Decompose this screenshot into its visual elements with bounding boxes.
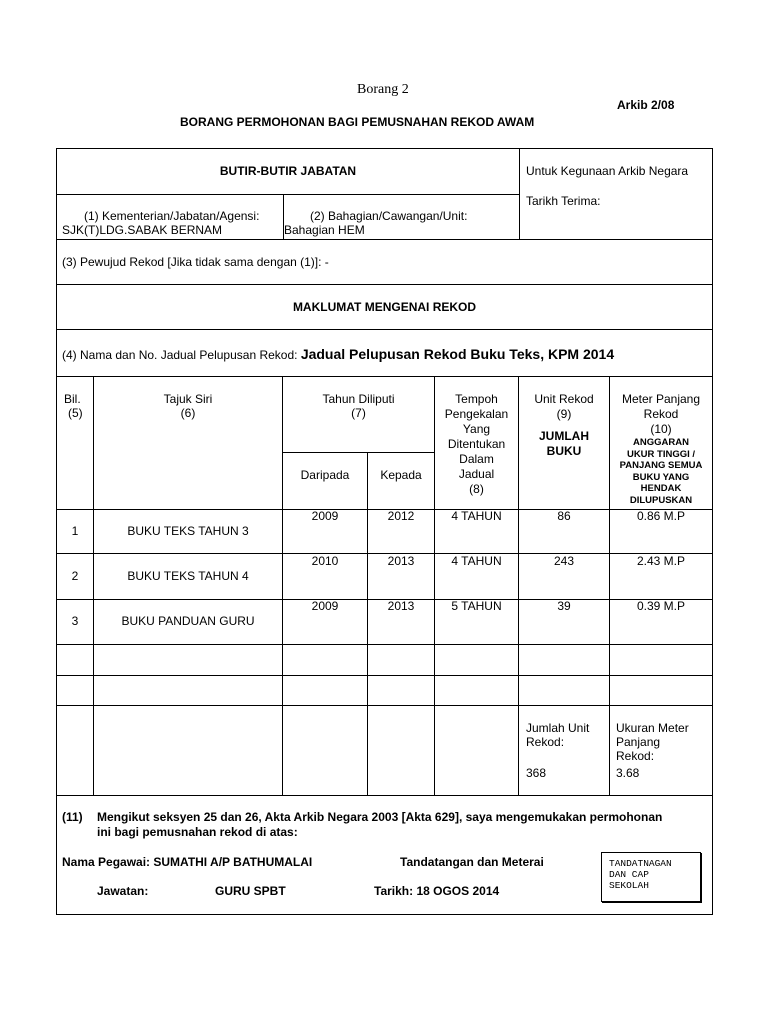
col-unit-header: Unit Rekod (9) JUMLAH BUKU (534, 392, 594, 458)
col-kepada-header: Kepada (380, 468, 422, 482)
form-number: Borang 2 (357, 82, 409, 97)
jadual-label: (4) Nama dan No. Jadual Pelupusan Rekod: (62, 348, 301, 362)
kementerian-label: (1) Kementerian/Jabatan/Agensi: (84, 209, 260, 223)
declaration-line1: Mengikut seksyen 25 dan 26, Akta Arkib Negara 2003 [Akta 629], saya mengemukakan permohonan (97, 810, 663, 824)
bahagian-label: (2) Bahagian/Cawangan/Unit: (310, 209, 468, 223)
bahagian-value: Bahagian HEM (284, 223, 365, 237)
jadual-suffix: , KPM 2014 (540, 346, 615, 362)
row-tempoh: 4 TAHUN (451, 509, 502, 523)
row-daripada: 2009 (311, 509, 339, 523)
col-tahun-header: Tahun Diliputi (7) (322, 392, 395, 420)
row-unit: 86 (557, 509, 571, 523)
row-bil: 2 (71, 569, 79, 583)
row-tempoh: 4 TAHUN (451, 554, 502, 568)
tandatangan-label: Tandatangan dan Meterai (400, 855, 544, 869)
declaration-number: (11) (62, 810, 83, 824)
row-meter: 2.43 M.P (636, 554, 686, 568)
arkib-use-label: Untuk Kegunaan Arkib Negara (526, 164, 689, 178)
col-daripada-header: Daripada (300, 468, 350, 482)
row-bil: 1 (71, 524, 79, 538)
row-daripada: 2010 (311, 554, 339, 568)
col-tempoh-header: Tempoh Pengekalan Yang Ditentukan Dalam Jadual (8) (444, 392, 509, 496)
pewujud-rekod: (3) Pewujud Rekod [Jika tidak sama dengan (1)]: - (62, 255, 329, 269)
col-bil-header: Bil. (5) (64, 392, 83, 420)
total-unit-label: Jumlah Unit Rekod: (526, 721, 590, 749)
arkib-code: Arkib 2/08 (617, 98, 675, 112)
col-tajuk-header: Tajuk Siri (6) (163, 392, 213, 420)
total-meter-value: 3.68 (616, 766, 640, 780)
row-kepada: 2013 (387, 599, 415, 613)
jawatan-value: GURU SPBT (215, 884, 286, 898)
jadual-value: Jadual Pelupusan Rekod Buku Teks (300, 346, 541, 362)
row-bil: 3 (71, 614, 79, 628)
row-daripada: 2009 (311, 599, 339, 613)
row-tajuk: BUKU TEKS TAHUN 3 (127, 524, 249, 538)
total-unit-value: 368 (526, 766, 547, 780)
row-tempoh: 5 TAHUN (451, 599, 502, 613)
row-kepada: 2012 (387, 509, 415, 523)
row-kepada: 2013 (387, 554, 415, 568)
rekod-heading: MAKLUMAT MENGENAI REKOD (292, 300, 477, 314)
row-tajuk: BUKU PANDUAN GURU (121, 614, 255, 628)
row-unit: 243 (553, 554, 575, 568)
total-meter-label: Ukuran Meter Panjang Rekod: (616, 721, 689, 763)
jadual-pelupusan (62, 346, 614, 363)
form-title: BORANG PERMOHONAN BAGI PEMUSNAHAN REKOD AWAM (180, 115, 535, 129)
row-meter: 0.86 M.P (636, 509, 686, 523)
row-unit: 39 (557, 599, 571, 613)
tarikh-terima-label: Tarikh Terima: (526, 194, 601, 208)
nama-pegawai: Nama Pegawai: SUMATHI A/P BATHUMALAI (62, 855, 313, 869)
kementerian-value: SJK(T)LDG.SABAK BERNAM (62, 223, 223, 237)
row-tajuk: BUKU TEKS TAHUN 4 (127, 569, 249, 583)
col-meter-header: Meter Panjang Rekod (10) ANGGARAN UKUR TINGGI / PANJANG SEMUA BUKU YANG HENDAK DILUPUSKAN (619, 392, 703, 506)
row-meter: 0.39 M.P (636, 599, 686, 613)
declaration-line2: ini bagi pemusnahan rekod di atas: (97, 825, 298, 839)
tarikh-value: Tarikh: 18 OGOS 2014 (374, 884, 500, 898)
jawatan-label: Jawatan: (97, 884, 149, 898)
jabatan-heading: BUTIR-BUTIR JABATAN (219, 164, 357, 178)
stamp-box: TANDATNAGAN DAN CAP SEKOLAH (601, 852, 701, 902)
